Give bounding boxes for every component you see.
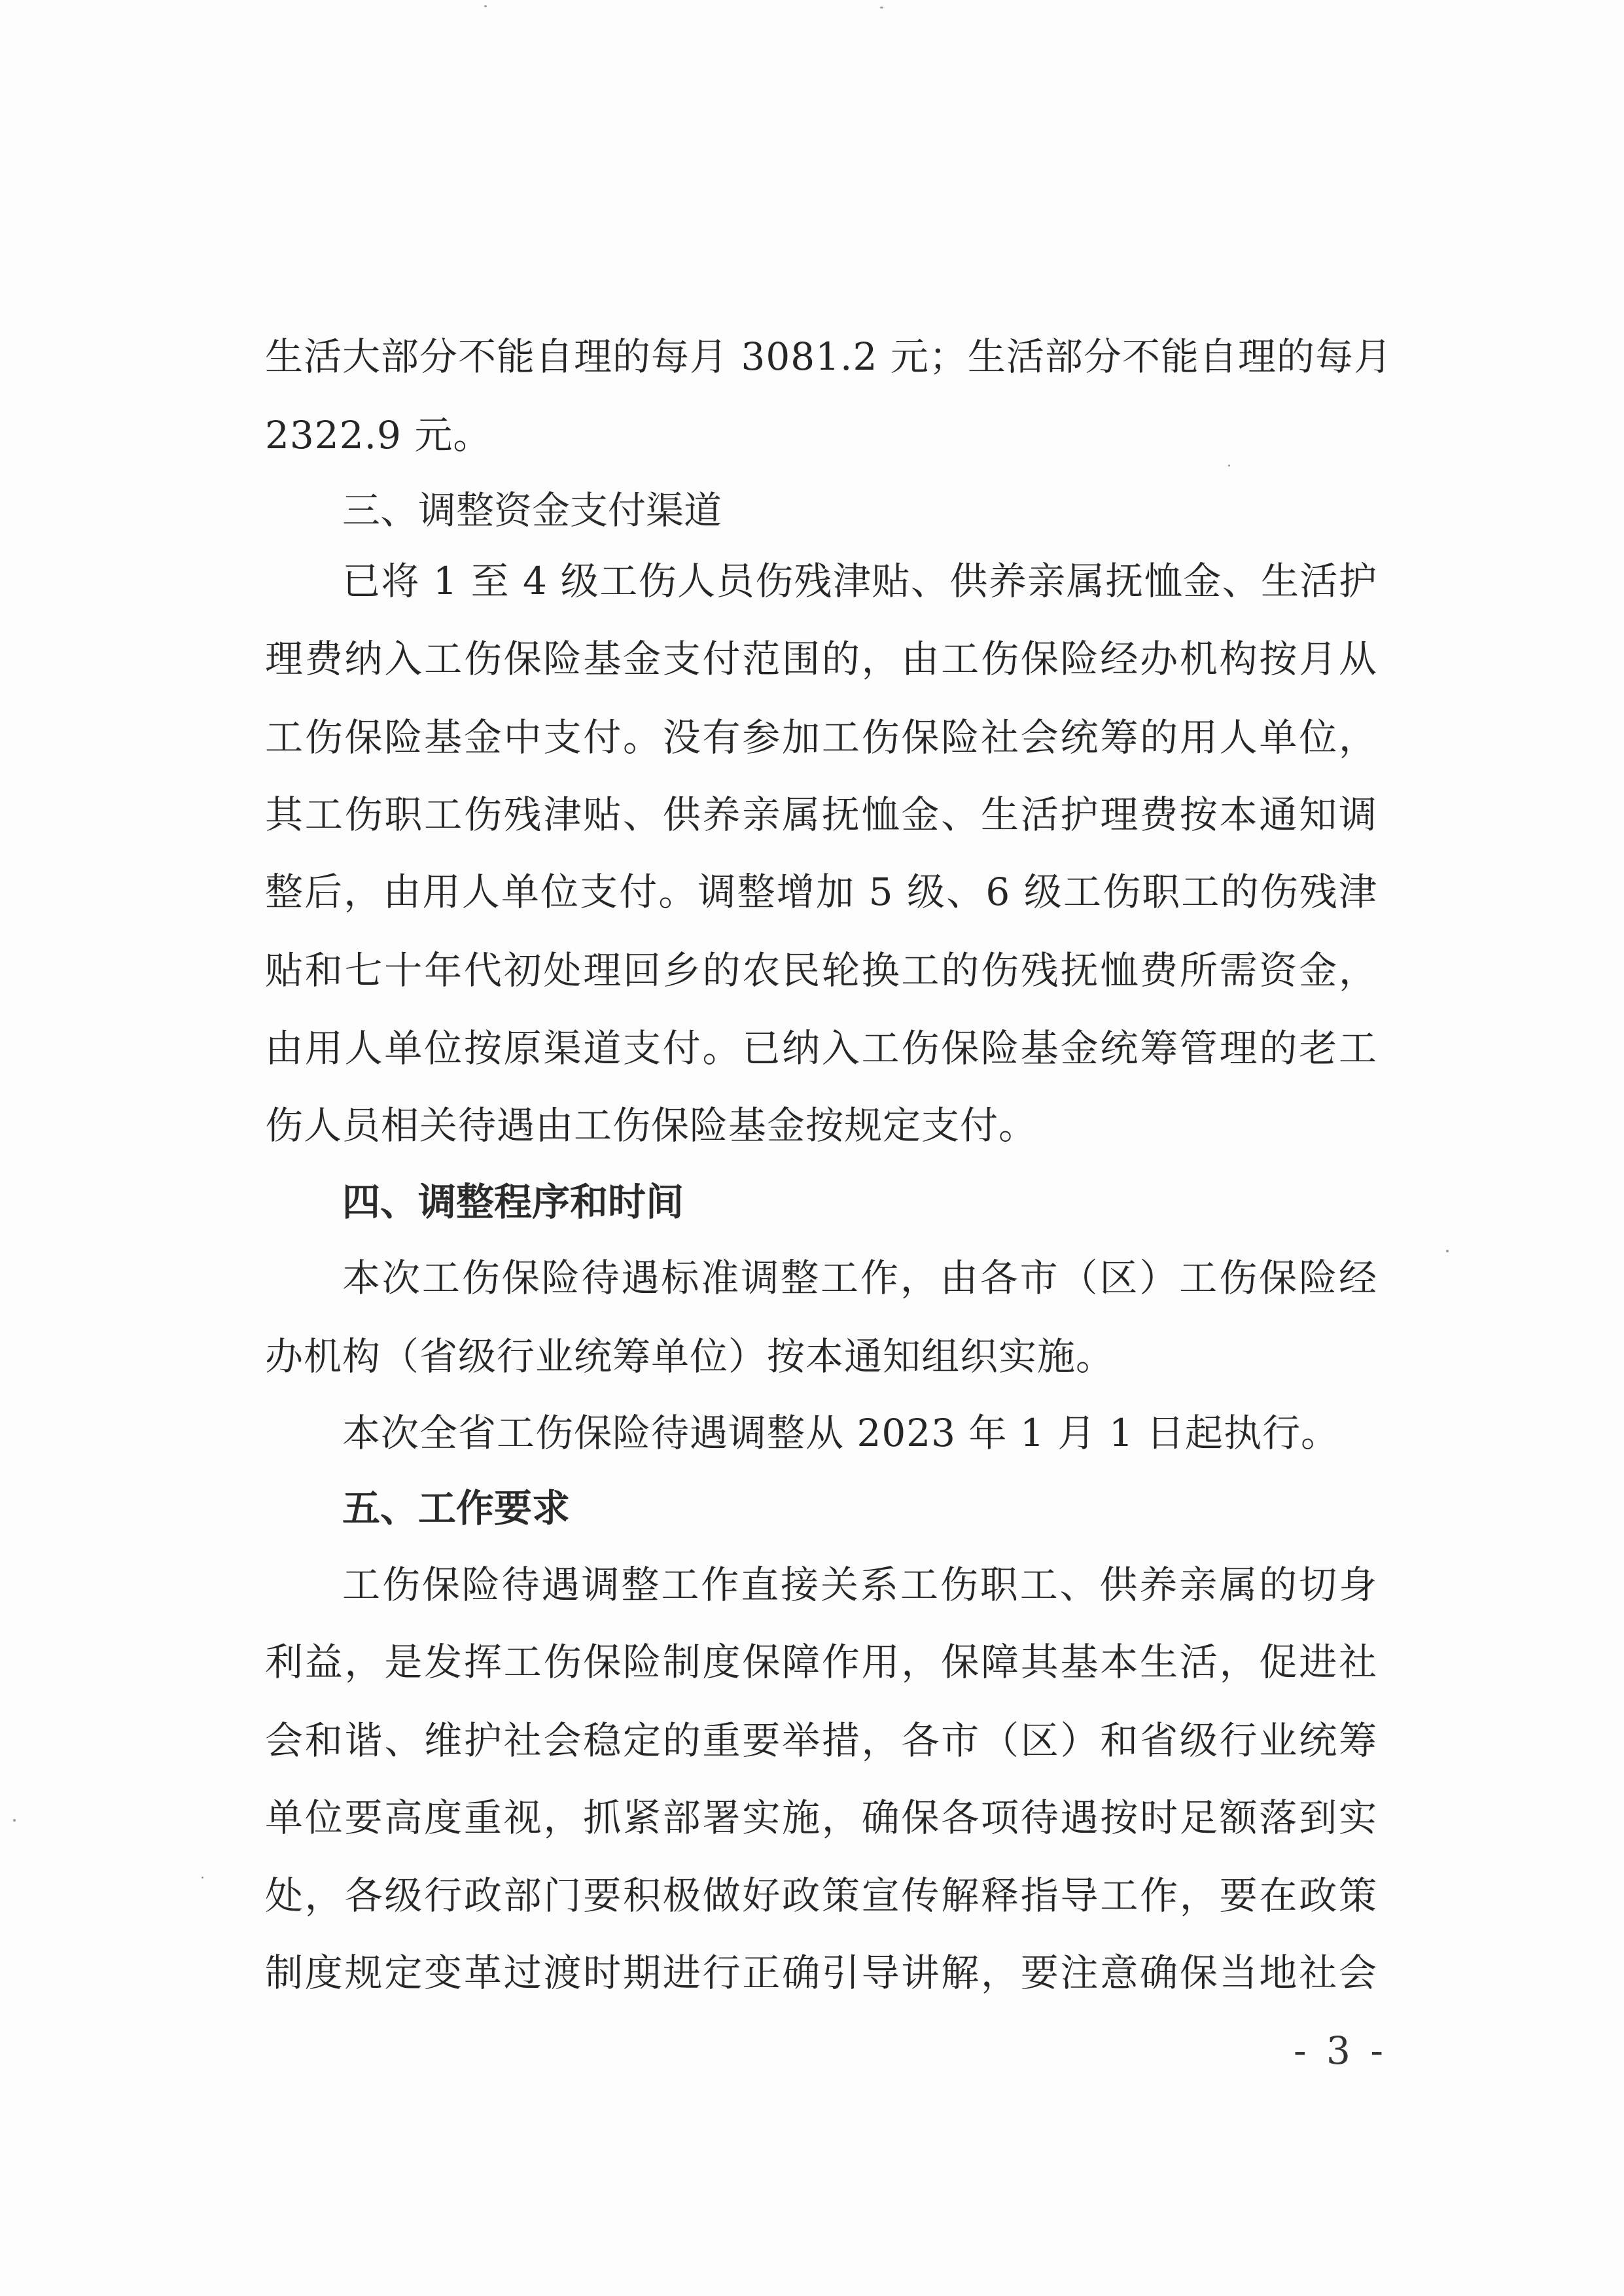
section-heading: 四、调整程序和时间	[342, 1180, 684, 1224]
body-line: 生活大部分不能自理的每月 3081.2 元；生活部分不能自理的每月	[265, 334, 1392, 379]
body-line: 本次全省工伤保险待遇调整从 2023 年 1 月 1 日起执行。	[342, 1411, 1340, 1455]
section-heading: 三、调整资金支付渠道	[342, 488, 722, 533]
body-line: 其工伤职工伤残津贴、供养亲属抚恤金、生活护理费按本通知调	[265, 792, 1377, 837]
body-line: 利益，是发挥工伤保险制度保障作用，保障其基本生活，促进社	[265, 1640, 1377, 1684]
body-line: 制度规定变革过渡时期进行正确引导讲解，要注意确保当地社会	[265, 1951, 1377, 1995]
scan-speck	[1446, 1250, 1449, 1252]
body-line: 办机构（省级行业统筹单位）按本通知组织实施。	[265, 1334, 1115, 1379]
body-line: 由用人单位按原渠道支付。已纳入工伤保险基金统筹管理的老工	[265, 1026, 1377, 1070]
body-line: 贴和七十年代初处理回乡的农民轮换工的伤残抚恤费所需资金，	[265, 948, 1377, 993]
body-line: 伤人员相关待遇由工伤保险基金按规定支付。	[265, 1103, 1038, 1148]
scan-speck	[880, 7, 883, 9]
body-line: 工伤保险基金中支付。没有参加工伤保险社会统筹的用人单位，	[265, 715, 1377, 760]
scan-speck	[1228, 465, 1230, 467]
section-heading: 五、工作要求	[342, 1486, 571, 1530]
body-line: 整后，由用人单位支付。调整增加 5 级、6 级工伤职工的伤残津	[265, 870, 1377, 914]
body-line: 处，各级行政部门要积极做好政策宣传解释指导工作，要在政策	[265, 1873, 1377, 1918]
body-line: 2322.9 元。	[265, 413, 492, 457]
body-line: 本次工伤保险待遇标准调整工作，由各市（区）工伤保险经	[342, 1256, 1377, 1300]
scan-speck	[484, 5, 487, 7]
body-line: 理费纳入工伤保险基金支付范围的，由工伤保险经办机构按月从	[265, 637, 1377, 681]
body-line: 工伤保险待遇调整工作直接关系工伤职工、供养亲属的切身	[342, 1563, 1377, 1607]
scan-speck	[13, 1819, 16, 1822]
page-number: - 3 -	[1294, 2028, 1387, 2073]
body-line: 会和谐、维护社会稳定的重要举措，各市（区）和省级行业统筹	[265, 1718, 1377, 1763]
scan-speck	[202, 1877, 203, 1879]
body-line: 已将 1 至 4 级工伤人员伤残津贴、供养亲属抚恤金、生活护	[342, 559, 1377, 603]
body-line: 单位要高度重视，抓紧部署实施，确保各项待遇按时足额落到实	[265, 1795, 1377, 1840]
